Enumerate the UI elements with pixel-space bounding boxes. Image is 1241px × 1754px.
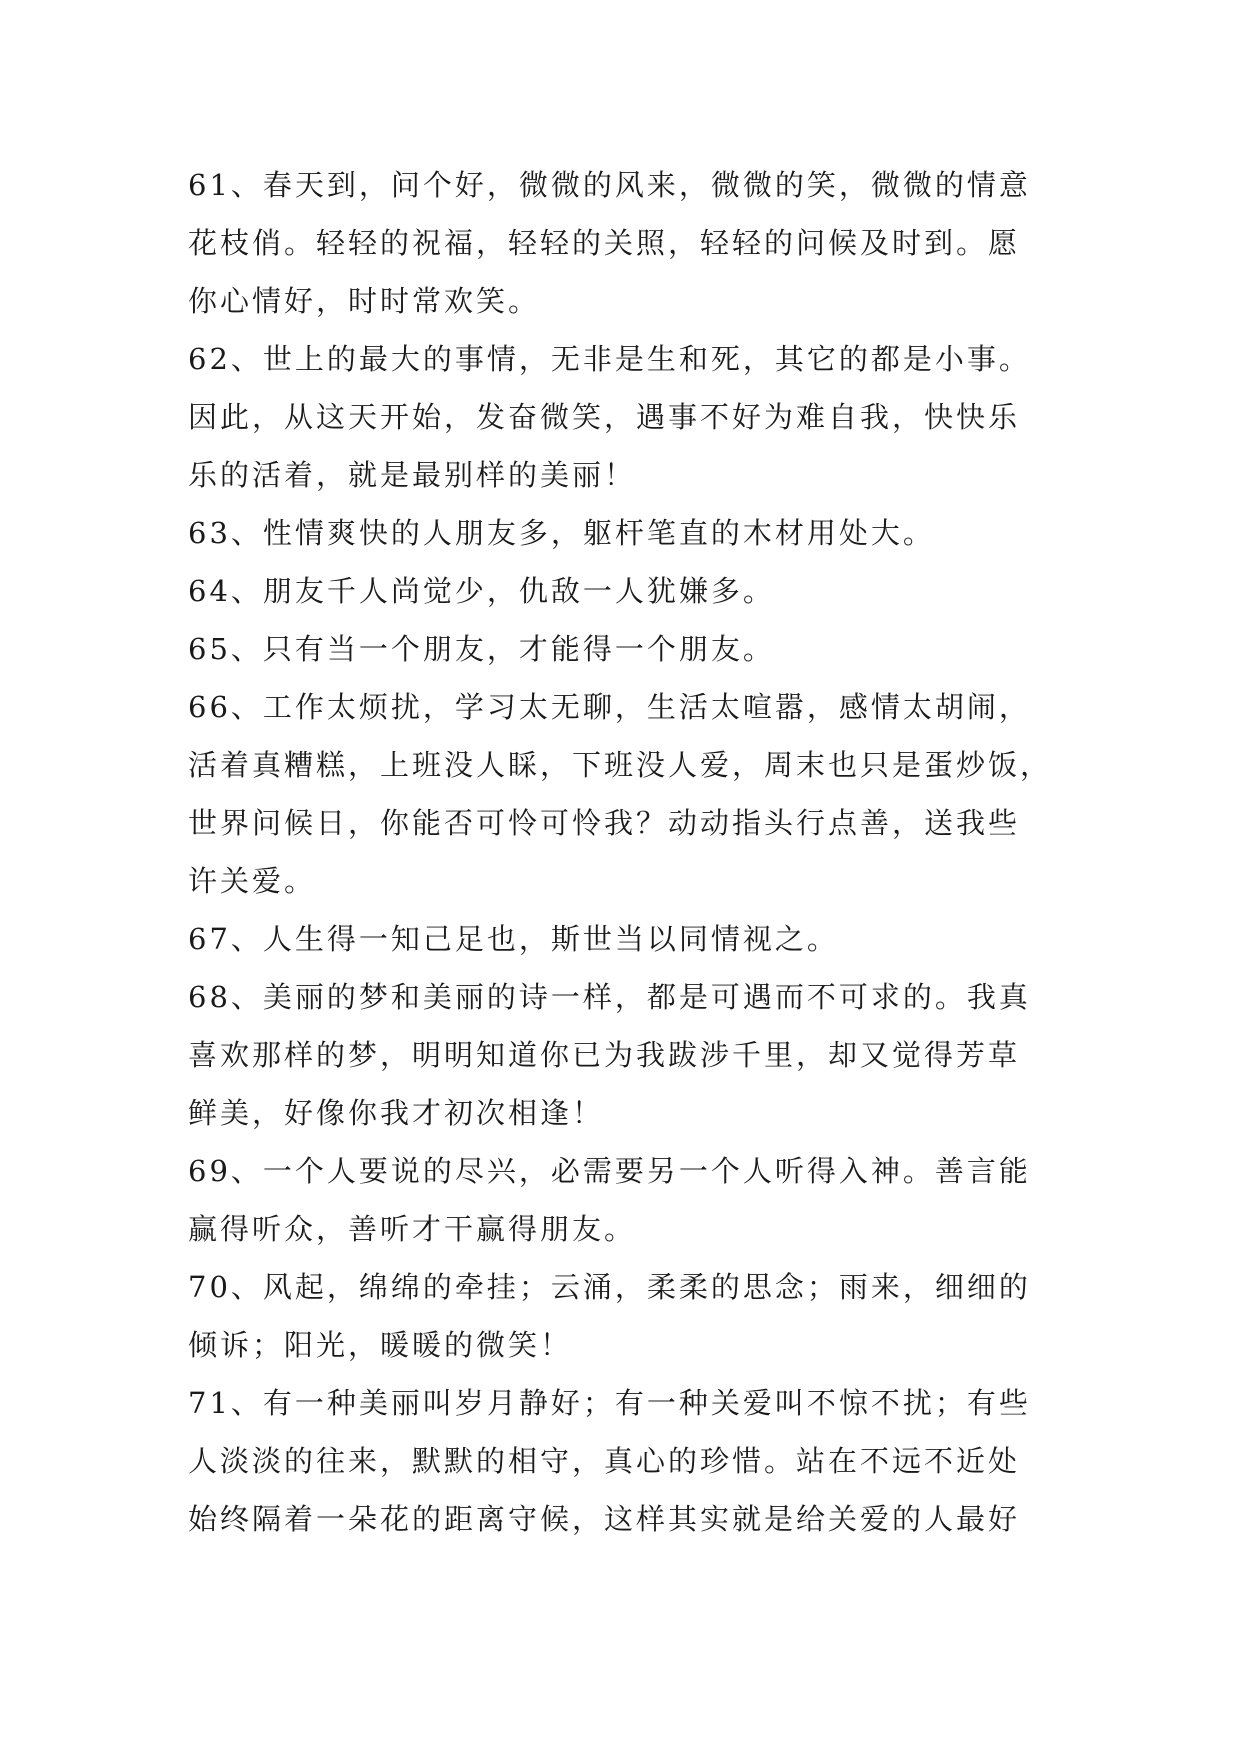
text-line: 65、只有当一个朋友，才能得一个朋友。 bbox=[188, 632, 775, 666]
text-line: 鲜美，好像你我才初次相逢！ bbox=[188, 1096, 605, 1130]
text-line: 62、世上的最大的事情，无非是生和死，其它的都是小事。 bbox=[188, 342, 1031, 376]
text-line: 喜欢那样的梦，明明知道你已为我跋涉千里，却又觉得芳草 bbox=[188, 1038, 1021, 1072]
text-line: 人淡淡的往来，默默的相守，真心的珍惜。站在不远不近处 bbox=[188, 1444, 1021, 1478]
text-line: 始终隔着一朵花的距离守候，这样其实就是给关爱的人最好 bbox=[188, 1502, 1021, 1536]
text-line: 63、性情爽快的人朋友多，躯杆笔直的木材用处大。 bbox=[188, 516, 935, 550]
text-line: 61、春天到，问个好，微微的风来，微微的笑，微微的情意 bbox=[188, 168, 1031, 202]
text-line: 69、一个人要说的尽兴，必需要另一个人听得入神。善言能 bbox=[188, 1154, 1031, 1188]
text-line: 70、风起，绵绵的牵挂；云涌，柔柔的思念；雨来，细细的 bbox=[188, 1270, 1031, 1304]
text-line: 66、工作太烦扰，学习太无聊，生活太喧嚣，感情太胡闹， bbox=[188, 690, 1031, 724]
text-line: 64、朋友千人尚觉少，仇敌一人犹嫌多。 bbox=[188, 574, 775, 608]
text-line: 68、美丽的梦和美丽的诗一样，都是可遇而不可求的。我真 bbox=[188, 980, 1031, 1014]
text-line: 世界问候日，你能否可怜可怜我？动动指头行点善，送我些 bbox=[188, 806, 1021, 840]
text-line: 活着真糟糕，上班没人睬，下班没人爱，周末也只是蛋炒饭， bbox=[188, 748, 1053, 782]
text-line: 67、人生得一知己足也，斯世当以同情视之。 bbox=[188, 922, 839, 956]
text-line: 赢得听众，善听才干赢得朋友。 bbox=[188, 1212, 637, 1246]
text-line: 花枝俏。轻轻的祝福，轻轻的关照，轻轻的问候及时到。愿 bbox=[188, 226, 1021, 260]
text-line: 因此，从这天开始，发奋微笑，遇事不好为难自我，快快乐 bbox=[188, 400, 1021, 434]
document-body bbox=[188, 156, 1088, 1548]
text-line: 71、有一种美丽叫岁月静好；有一种关爱叫不惊不扰；有些 bbox=[188, 1386, 1031, 1420]
text-line: 乐的活着，就是最别样的美丽！ bbox=[188, 458, 637, 492]
text-line: 许关爱。 bbox=[188, 864, 317, 898]
text-line: 倾诉；阳光，暖暖的微笑！ bbox=[188, 1328, 573, 1362]
text-line: 你心情好，时时常欢笑。 bbox=[188, 284, 541, 318]
